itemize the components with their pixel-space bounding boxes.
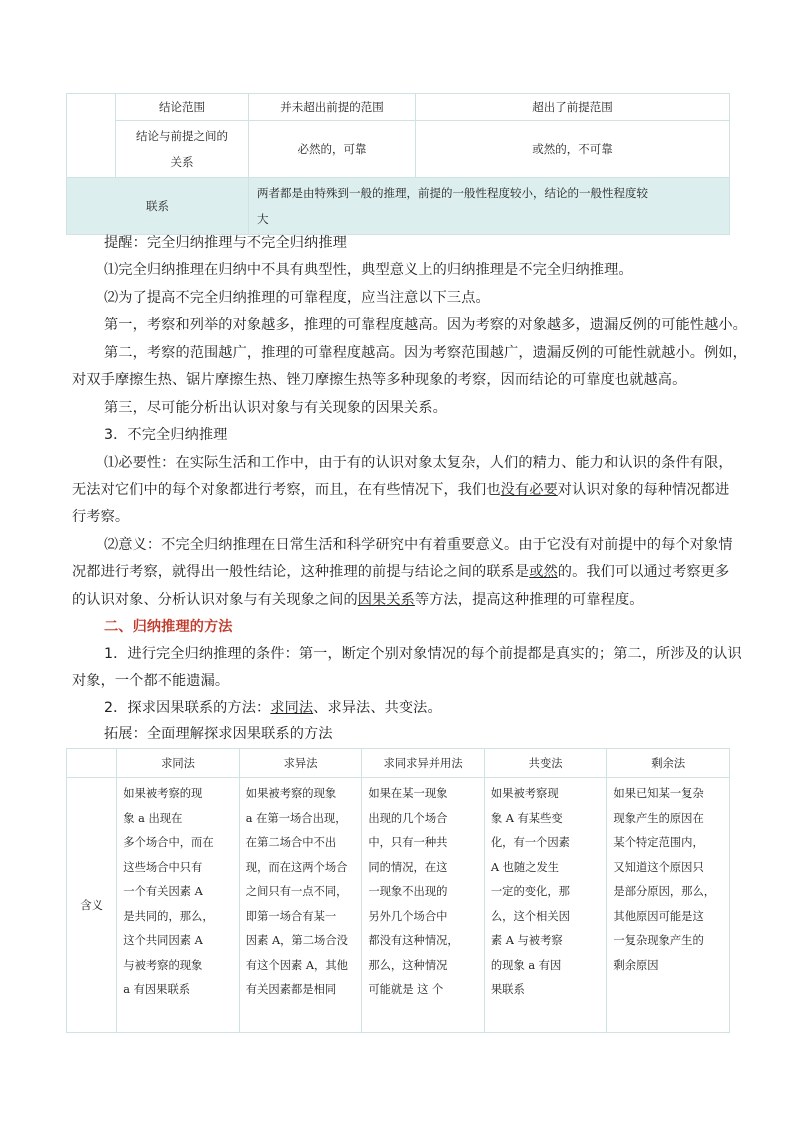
paragraph: ⑵为了提高不完全归纳推理的可靠程度，应当注意以下三点。	[104, 290, 490, 306]
paragraph	[72, 563, 732, 581]
cell-line: 么，这个相关因	[490, 909, 570, 923]
cell-line: a 有因果联系	[123, 983, 191, 996]
cell-line: 如果被考察现	[490, 787, 559, 800]
underlined-text: 因果关系	[357, 592, 415, 608]
paragraph: ⑴完全归纳推理在归纳中不具有典型性，典型意义上的归纳推理是不完全归纳推理。	[104, 262, 633, 278]
reminder-title: 提醒：完全归纳推理与不完全归纳推理	[104, 235, 347, 251]
cell-line: 有这个因素 A，其他	[245, 958, 348, 972]
cell-line: 其他原因可能是这	[613, 909, 704, 923]
row-label: 含义	[67, 778, 117, 1033]
method-cell	[117, 778, 240, 1033]
paragraph: ⑵意义：不完全归纳推理在日常生活和科学研究中有着重要意义。由于它没有对前提中的每个对象情	[104, 537, 733, 553]
cell-line: 一个有关因素 A	[123, 885, 203, 898]
cell-line: 都没有这种情况，	[368, 934, 459, 947]
text-run: 等方法，提高这种推理的可靠程度。	[414, 592, 644, 608]
cell-line: 与被考察的现象	[123, 958, 203, 972]
underlined-text: 或然	[529, 564, 558, 580]
underlined-text: 没有必要	[500, 482, 558, 498]
paragraph: 第二，考察的范围越广，推理的可靠程度越高。因为考察范围越广，遗漏反例的可能性就越小。例如，	[104, 345, 747, 361]
paragraph: 第一，考察和列举的对象越多，推理的可靠程度越高。因为考察的对象越多，遗漏反例的可能性越小。	[104, 317, 747, 333]
cell-line: 即第一场合有某一	[245, 909, 337, 923]
cell-line: 中，只有一种共	[368, 836, 448, 849]
cell-line: 那么，这种情况	[368, 958, 448, 972]
cell-line: 一复杂现象产生的	[613, 934, 704, 947]
column-header: 剩余法	[607, 749, 730, 778]
row-label-line: 结论与前提之间的	[136, 129, 228, 143]
cell: 或然的，不可靠	[416, 121, 730, 178]
paragraph	[72, 591, 732, 609]
cell-line: 这些场合中只有	[123, 860, 203, 874]
note-line: 两者都是由特殊到一般的推理，前提的一般性程度较小，结论的一般性程度较	[257, 186, 648, 200]
paragraph: 对象，一个都不能遗漏。	[72, 673, 230, 689]
cell-line: 象 A 有某些变	[490, 811, 563, 825]
table-header-row	[67, 749, 730, 778]
cell-line: 出现的几个场合	[368, 811, 448, 825]
text-run: 的。我们可以通过考察更多	[557, 564, 730, 580]
row-label: 联系	[67, 178, 249, 235]
cell: 并未超出前提的范围	[249, 94, 416, 121]
table-row	[67, 121, 730, 178]
paragraph	[72, 481, 732, 499]
cell-line: 象 a 出现在	[123, 811, 183, 825]
paragraph	[104, 699, 764, 717]
section-title: 3．不完全归纳推理	[104, 427, 228, 443]
table-row	[67, 178, 730, 235]
cell: 必然的，可靠	[249, 121, 416, 178]
paragraph: 行考察。	[72, 509, 130, 525]
cell-line: 剩余原因	[613, 958, 659, 972]
text-run: 、求异法、共变法。	[313, 700, 442, 716]
table-row	[67, 778, 730, 1033]
text-run: 无法对它们中的每个对象都进行考察，而且，在有些情况下，我们也	[72, 482, 501, 498]
paragraph: 1．进行完全归纳推理的条件：第一，断定个别对象情况的每个前提都是真实的；第二，所涉及的认识	[104, 646, 742, 662]
column-header: 求同求异并用法	[362, 749, 485, 778]
text-run: 对认识对象的每种情况都进	[557, 482, 730, 498]
cell-line: a 在第一场合出现，	[245, 811, 347, 825]
cell	[249, 178, 730, 235]
text-run: 2．探求因果联系的方法：	[104, 700, 271, 716]
cell-line: 现象产生的原因在	[613, 811, 704, 825]
row-label	[116, 121, 249, 178]
cell-line: 是部分原因，那么，	[613, 885, 716, 898]
corner-cell	[67, 749, 117, 778]
method-cell	[607, 778, 730, 1033]
section-heading: 二、归纳推理的方法	[104, 619, 233, 635]
column-header: 共变法	[484, 749, 607, 778]
cell-line: 现，而在这两个场合	[245, 860, 348, 874]
method-cell	[484, 778, 607, 1033]
methods-table	[66, 748, 730, 1033]
comparison-table	[66, 93, 730, 235]
row-label-line: 关系	[170, 155, 194, 169]
cell-line: 素 A 与被考察	[490, 934, 563, 947]
table-row	[67, 94, 730, 121]
text-run: 况都进行考察，就得出一般性结论，这种推理的前提与结论之间的联系是	[72, 564, 530, 580]
column-header: 求异法	[239, 749, 362, 778]
cell-line: 一现象不出现的	[368, 885, 448, 898]
cell-line: 如果被考察的现	[123, 787, 203, 800]
column-header: 求同法	[117, 749, 240, 778]
cell-line: 同的情况，在这	[368, 860, 448, 874]
text-run: 的认识对象、分析认识对象与有关现象之间的	[72, 592, 358, 608]
method-cell	[362, 778, 485, 1033]
cell-line: 某个特定范围内，	[613, 836, 704, 849]
cell-line: 可能就是 这 个	[368, 983, 444, 996]
cell-line: 如果在某一现象	[368, 787, 448, 800]
cell-line: 如果已知某一复杂	[613, 787, 704, 800]
cell-line: 的现象 a 有因	[490, 958, 562, 972]
cell-line: 化，有一个因素	[490, 836, 570, 849]
paragraph: ⑴必要性：在实际生活和工作中，由于有的认识对象太复杂，人们的精力、能力和认识的条件有限，	[104, 455, 733, 471]
cell-line: 如果被考察的现象	[245, 787, 337, 800]
row-label: 结论范围	[116, 94, 249, 121]
cell-line: 另外几个场合中	[368, 909, 448, 923]
cell-line: 果联系	[490, 983, 525, 996]
underlined-text: 求同法	[270, 700, 314, 716]
method-cell	[239, 778, 362, 1033]
cell-line: 因素 A，第二场合没	[245, 934, 348, 947]
cell: 超出了前提范围	[416, 94, 730, 121]
cell-line: 在第二场合中不出	[245, 836, 337, 849]
cell-line: 是共同的，那么，	[123, 909, 214, 923]
cell-line: 这个共同因素 A	[123, 934, 203, 947]
paragraph: 拓展：全面理解探求因果联系的方法	[104, 726, 333, 742]
paragraph: 对双手摩擦生热、锯片摩擦生热、锉刀摩擦生热等多种现象的考察，因而结论的可靠度也就越高。	[72, 372, 687, 388]
cell-line: 多个场合中，而在	[123, 836, 214, 849]
paragraph: 第三，尽可能分析出认识对象与有关现象的因果关系。	[104, 400, 447, 416]
cell-line: 一定的变化，那	[490, 885, 570, 898]
cell-line: A 也随之发生	[490, 860, 560, 874]
stub-cell	[67, 94, 116, 178]
cell-line: 之间只有一点不同，	[245, 885, 348, 898]
cell-line: 有关因素都是相同	[245, 983, 337, 996]
note-line: 大	[257, 212, 269, 226]
cell-line: 又知道这个原因只	[613, 860, 704, 874]
